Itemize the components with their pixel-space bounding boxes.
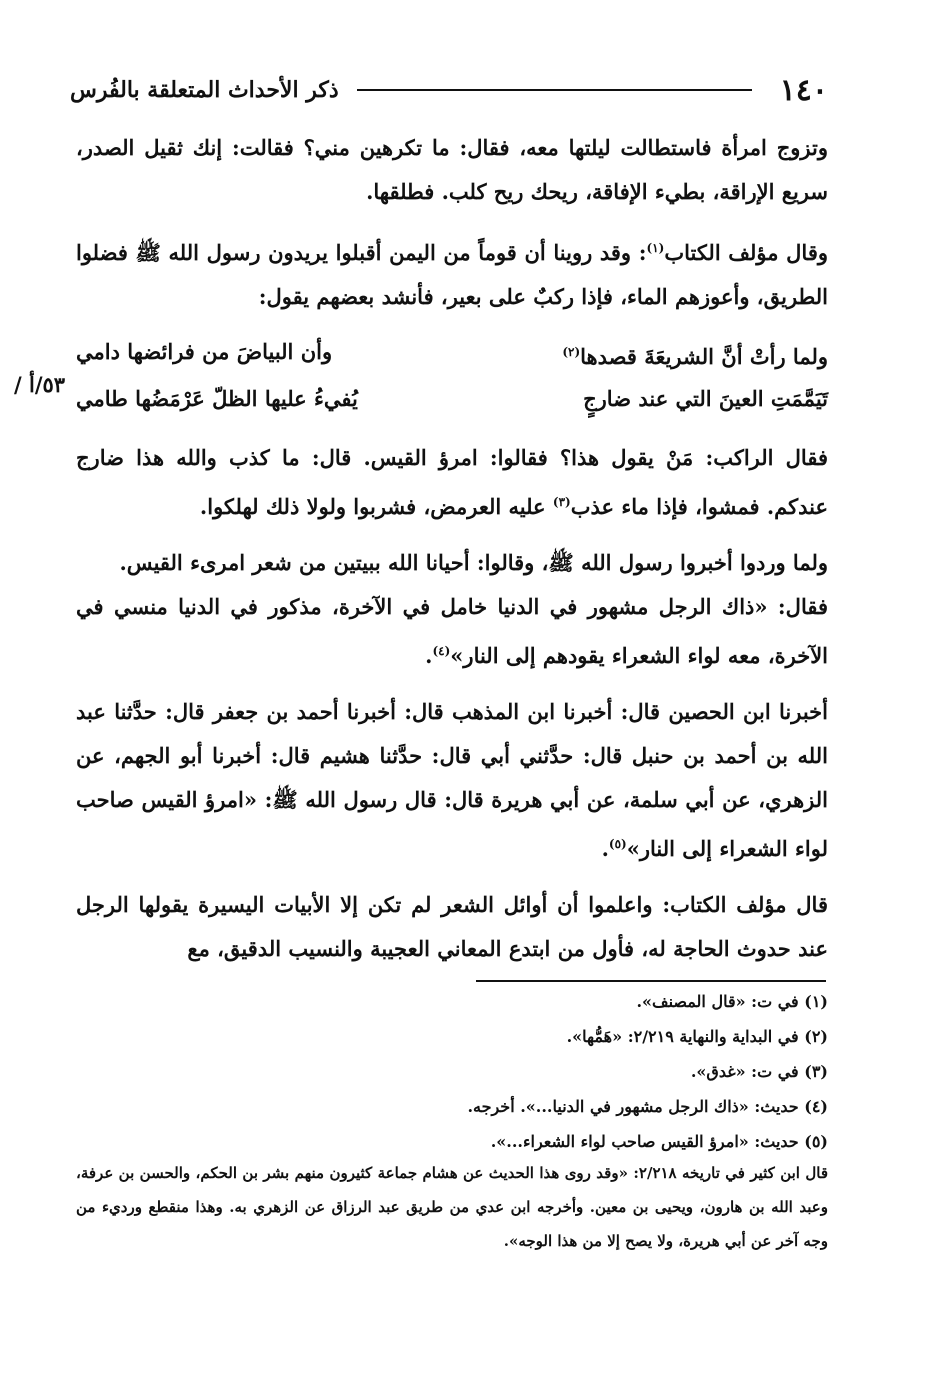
- paragraph-7: قال مؤلف الكتاب: واعلموا أن أوائل الشعر لم تكن إلا الأبيات اليسيرة يقولها الرجل عند حدوث الحاجة له، فأول من ابتدع المعاني العجيبة والنسيب الدقيق، مع: [76, 892, 828, 961]
- paragraph-5: [76, 585, 828, 678]
- main-text: [76, 126, 828, 983]
- page-number: ١٤٠: [779, 72, 828, 108]
- footnote-5: (٥) حديث: «امرؤ القيس صاحب لواء الشعراء...».: [490, 1132, 828, 1151]
- paragraph-2: [76, 226, 828, 319]
- footnote-2: (٢) في البداية والنهاية ٢/٢١٩: «هَمُّها».: [566, 1027, 828, 1046]
- footnote-ref-3: (٣): [552, 495, 571, 509]
- margin-folio-reference: ٥٣/أ /: [14, 372, 66, 397]
- paragraph-6-text-b: .: [601, 836, 609, 861]
- footnote-continuation: [76, 1156, 828, 1258]
- paragraph-2-text-b: : وقد روينا أن قوماً من اليمن أقبلوا يريدون رسول الله ﷺ فضلوا الطريق، وأعوزهم الماء، فإذا ركبٌ على بعير، فأنشد بعضهم يقول:: [76, 240, 828, 309]
- paragraph-1: وتزوج امرأة فاستطالت ليلتها معه، فقال: ما تكرهين مني؟ فقالت: إنك ثقيل الصدر، سريع الإراقة، بطيء الإفاقة، ريحك ريح كلب. فطلقها.: [76, 135, 828, 204]
- poem: [76, 331, 828, 420]
- footnote-1: (١) في ت: «قال المصنف».: [636, 992, 828, 1011]
- verse-2: [76, 378, 828, 420]
- footnotes: [76, 984, 828, 1159]
- footnote-continuation-text: قال ابن كثير في تاريخه ٢/٢١٨: «وقد روى هذا الحديث عن هشام جماعة كثيرون منهم بشر بن الحكم، والحسن بن عرفة، وعبد الله بن هارون، ويحيى بن معين. وأخرجه ابن عدي من طريق عبد الرزاق عن الزهري به. وهذا منقطع ورديء من وجه آخر عن أبي هريرة، ولا يصح إلا من هذا الوجه».: [76, 1164, 828, 1250]
- verse-2-second-hemistich: يُفيءُ عليها الظلّ عَرْمَضُها طامي: [76, 386, 358, 411]
- footnote-3: (٣) في ت: «غدق».: [690, 1062, 828, 1081]
- verse-1-first-text: ولما رأتْ أنَّ الشريعَةَ قصدها: [580, 344, 828, 369]
- footnote-ref-1: (١): [646, 241, 665, 255]
- footnote-ref-2: (٢): [562, 345, 581, 359]
- verse-2-first-hemistich: تَيَمَّمَتِ العينَ التي عند ضارجٍ: [583, 386, 828, 411]
- running-title: ذكر الأحداث المتعلقة بالفُرس: [70, 77, 339, 103]
- paragraph-4: ولما وردوا أخبروا رسول الله ﷺ، وقالوا: أحيانا الله ببيتين من شعر امرىء القيس.: [119, 550, 828, 575]
- paragraph-3: [76, 436, 828, 529]
- paragraph-5-text-a: فقال: «ذاك الرجل مشهور في الدنيا خامل في الآخرة، مذكور في الدنيا منسي في الآخرة، معه لواء الشعراء يقودهم إلى النار»: [76, 594, 828, 668]
- verse-1-second-hemistich: وأن البياضَ من فرائضها دامي: [76, 339, 333, 364]
- paragraph-3-text-b: عليه العرمض، فشربوا ولولا ذلك لهلكوا.: [199, 494, 553, 519]
- page-header: [70, 68, 828, 112]
- paragraph-6: [76, 690, 828, 871]
- paragraph-2-text-a: وقال مؤلف الكتاب: [664, 240, 828, 265]
- footnote-ref-4: (٤): [432, 644, 451, 658]
- footnote-4: (٤) حديث: «ذاك الرجل مشهور في الدنيا...». أخرجه.: [467, 1097, 828, 1116]
- footnote-separator: [476, 980, 826, 982]
- paragraph-3-text-a: فقال الراكب: مَنْ يقول هذا؟ فقالوا: امرؤ القيس. قال: ما كذب والله هذا ضارج عندكم. فمشوا، فإذا ماء عذب: [76, 445, 828, 519]
- paragraph-5-text-b: .: [425, 643, 433, 668]
- footnote-ref-5: (٥): [608, 837, 627, 851]
- verse-1: [76, 331, 828, 378]
- paragraph-6-text-a: أخبرنا ابن الحصين قال: أخبرنا ابن المذهب قال: أخبرنا أحمد بن جعفر قال: حدَّثنا عبد الله بن أحمد بن حنبل قال: حدَّثني أبي قال: حدَّثنا هشيم قال: أخبرنا أبو الجهم، عن الزهري، عن أبي سلمة، عن أبي هريرة قال: قال رسول الله ﷺ: «امرؤ القيس صاحب لواء الشعراء إلى النار»: [76, 699, 828, 861]
- verse-1-first-hemistich: [475, 331, 828, 378]
- header-rule: [357, 89, 752, 91]
